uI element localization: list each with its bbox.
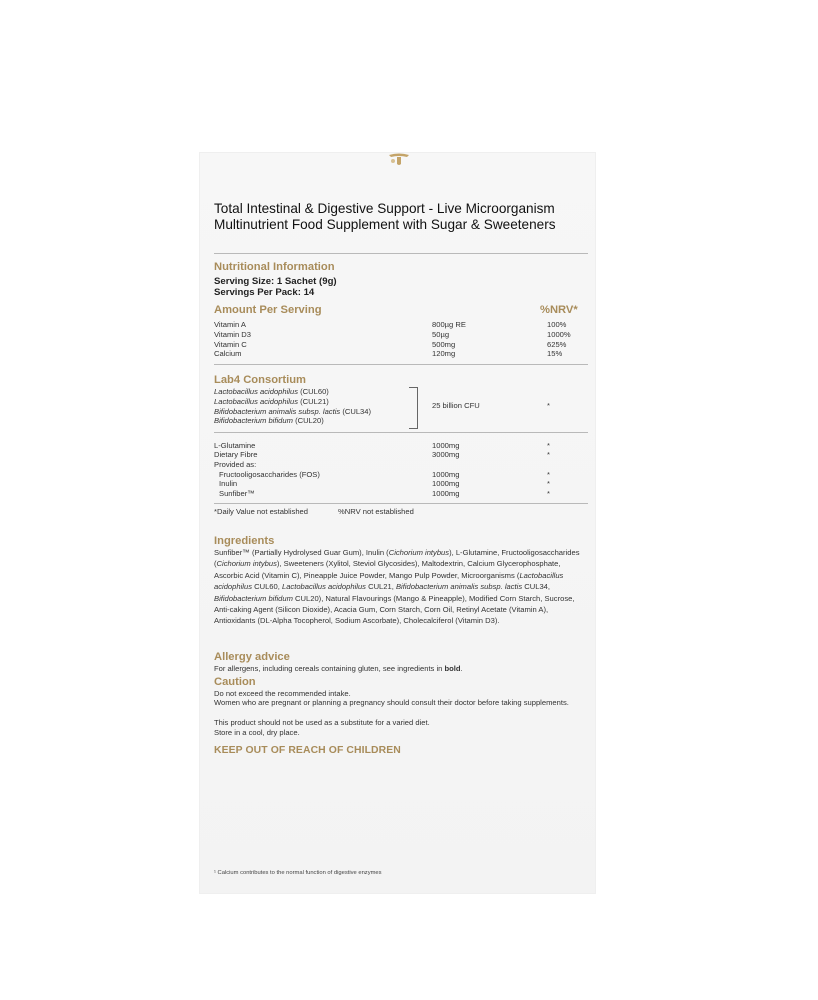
ingredients-text: Sunfiber™ (Partially Hydrolysed Guar Gum), Inulin (Cichorium intybus), L-Glutamine, Fructooligosaccharides (Cichorium intybus), Sweeteners (Xylitol, Steviol Glycosides), Maltodextrin, Calcium Glycerophosphate, Ascorbic Acid (Vitamin C), Pineapple Juice Powder, Mango Pulp Powder, Microorganisms (Lactobacillus acidophilus CUL60, Lactobacillus acidophilus CUL21, Bifidobacterium animalis subsp. lactis CUL34, Bifidobacterium bifidum CUL20), Natural Flavourings (Mango & Pineapple), Modified Corn Starch, Sucrose, Anti-caking Agent (Silicon Dioxide), Acacia Gum, Corn Starch, Corn Oil, Retinyl Acetate (Vitamin A), Antioxidants (DL-Alpha Tocopherol, Sodium Ascorbate), Cholecalciferol (Vitamin D3). <box>214 548 580 626</box>
table-row-name: Fructooligosaccharides (FOS) <box>219 470 320 479</box>
table-row-name: Sunfiber™ <box>219 489 255 498</box>
table-row-name: L-Glutamine <box>214 441 256 450</box>
table-row-amount: 3000mg <box>432 450 460 459</box>
lab4-heading: Lab4 Consortium <box>214 374 306 386</box>
table-row-amount: 1000mg <box>432 470 460 479</box>
strain-bracket <box>409 387 418 429</box>
list-item: Lactobacillus acidophilus (CUL21) <box>214 397 329 406</box>
table-row-amount: 1000mg <box>432 479 460 488</box>
table-row-name: Inulin <box>219 479 238 488</box>
table-row-nrv: 15% <box>547 349 563 358</box>
table-row-amount: 50µg <box>432 330 450 339</box>
table-row-name: Dietary Fibre <box>214 450 258 459</box>
servings-per-pack: Servings Per Pack: 14 <box>214 287 315 298</box>
table-row-nrv: 100% <box>547 320 567 329</box>
footnote: ¹ Calcium contributes to the normal function of digestive enzymes <box>214 870 382 876</box>
table-row-nrv: 1000% <box>547 330 571 339</box>
caution-line: Store in a cool, dry place. <box>214 728 300 737</box>
caution-line: Do not exceed the recommended intake. <box>214 689 351 698</box>
table-row-amount: 800µg RE <box>432 320 466 329</box>
divider <box>214 253 588 254</box>
table-row-nrv: * <box>547 441 550 450</box>
product-title: Total Intestinal & Digestive Support - Live Microorganism Multinutrient Food Supplement with Sugar & Sweeteners <box>214 201 556 232</box>
table-row-name: Vitamin A <box>214 320 246 329</box>
list-item: Bifidobacterium animalis subsp. lactis (CUL34) <box>214 407 372 416</box>
serving-size: Serving Size: 1 Sachet (9g) <box>214 276 337 287</box>
allergy-text: For allergens, including cereals containing gluten, see ingredients in bold. <box>214 664 463 673</box>
caution-heading: Caution <box>214 676 256 688</box>
table-row-name: Vitamin C <box>214 340 247 349</box>
table-row-amount: 500mg <box>432 340 456 349</box>
table-row-amount: 1000mg <box>432 441 460 450</box>
table-row-nrv: * <box>547 479 550 488</box>
nrv-heading: %NRV* <box>540 304 578 316</box>
table-row-nrv: * <box>547 489 550 498</box>
list-item: Lactobacillus acidophilus (CUL60) <box>214 387 329 396</box>
ingredients-heading: Ingredients <box>214 535 275 547</box>
table-row-amount: 120mg <box>432 349 456 358</box>
table-row-name: Provided as: <box>214 460 257 469</box>
lab4-amount: 25 billion CFU <box>432 401 480 410</box>
divider <box>214 432 588 433</box>
nutrition-heading: Nutritional Information <box>214 261 335 273</box>
table-row-nrv: * <box>547 450 550 459</box>
daily-value-note: *Daily Value not established <box>214 507 308 516</box>
amount-per-serving-heading: Amount Per Serving <box>214 304 322 316</box>
brand-emblem-icon <box>386 152 412 166</box>
caution-line: This product should not be used as a substitute for a varied diet. <box>214 718 430 727</box>
table-row-amount: 1000mg <box>432 489 460 498</box>
table-row-nrv: 625% <box>547 340 567 349</box>
allergy-heading: Allergy advice <box>214 651 290 663</box>
table-row-name: Vitamin D3 <box>214 330 252 339</box>
divider <box>214 503 588 504</box>
divider <box>214 364 588 365</box>
table-row-nrv: * <box>547 470 550 479</box>
table-row-name: Calcium <box>214 349 242 358</box>
list-item: Bifidobacterium bifidum (CUL20) <box>214 416 324 425</box>
caution-line: Women who are pregnant or planning a pregnancy should consult their doctor before taking supplements. <box>214 698 569 707</box>
nrv-note: %NRV not established <box>338 507 414 516</box>
lab4-nrv: * <box>547 401 550 410</box>
keep-out-warning: KEEP OUT OF REACH OF CHILDREN <box>214 745 401 756</box>
